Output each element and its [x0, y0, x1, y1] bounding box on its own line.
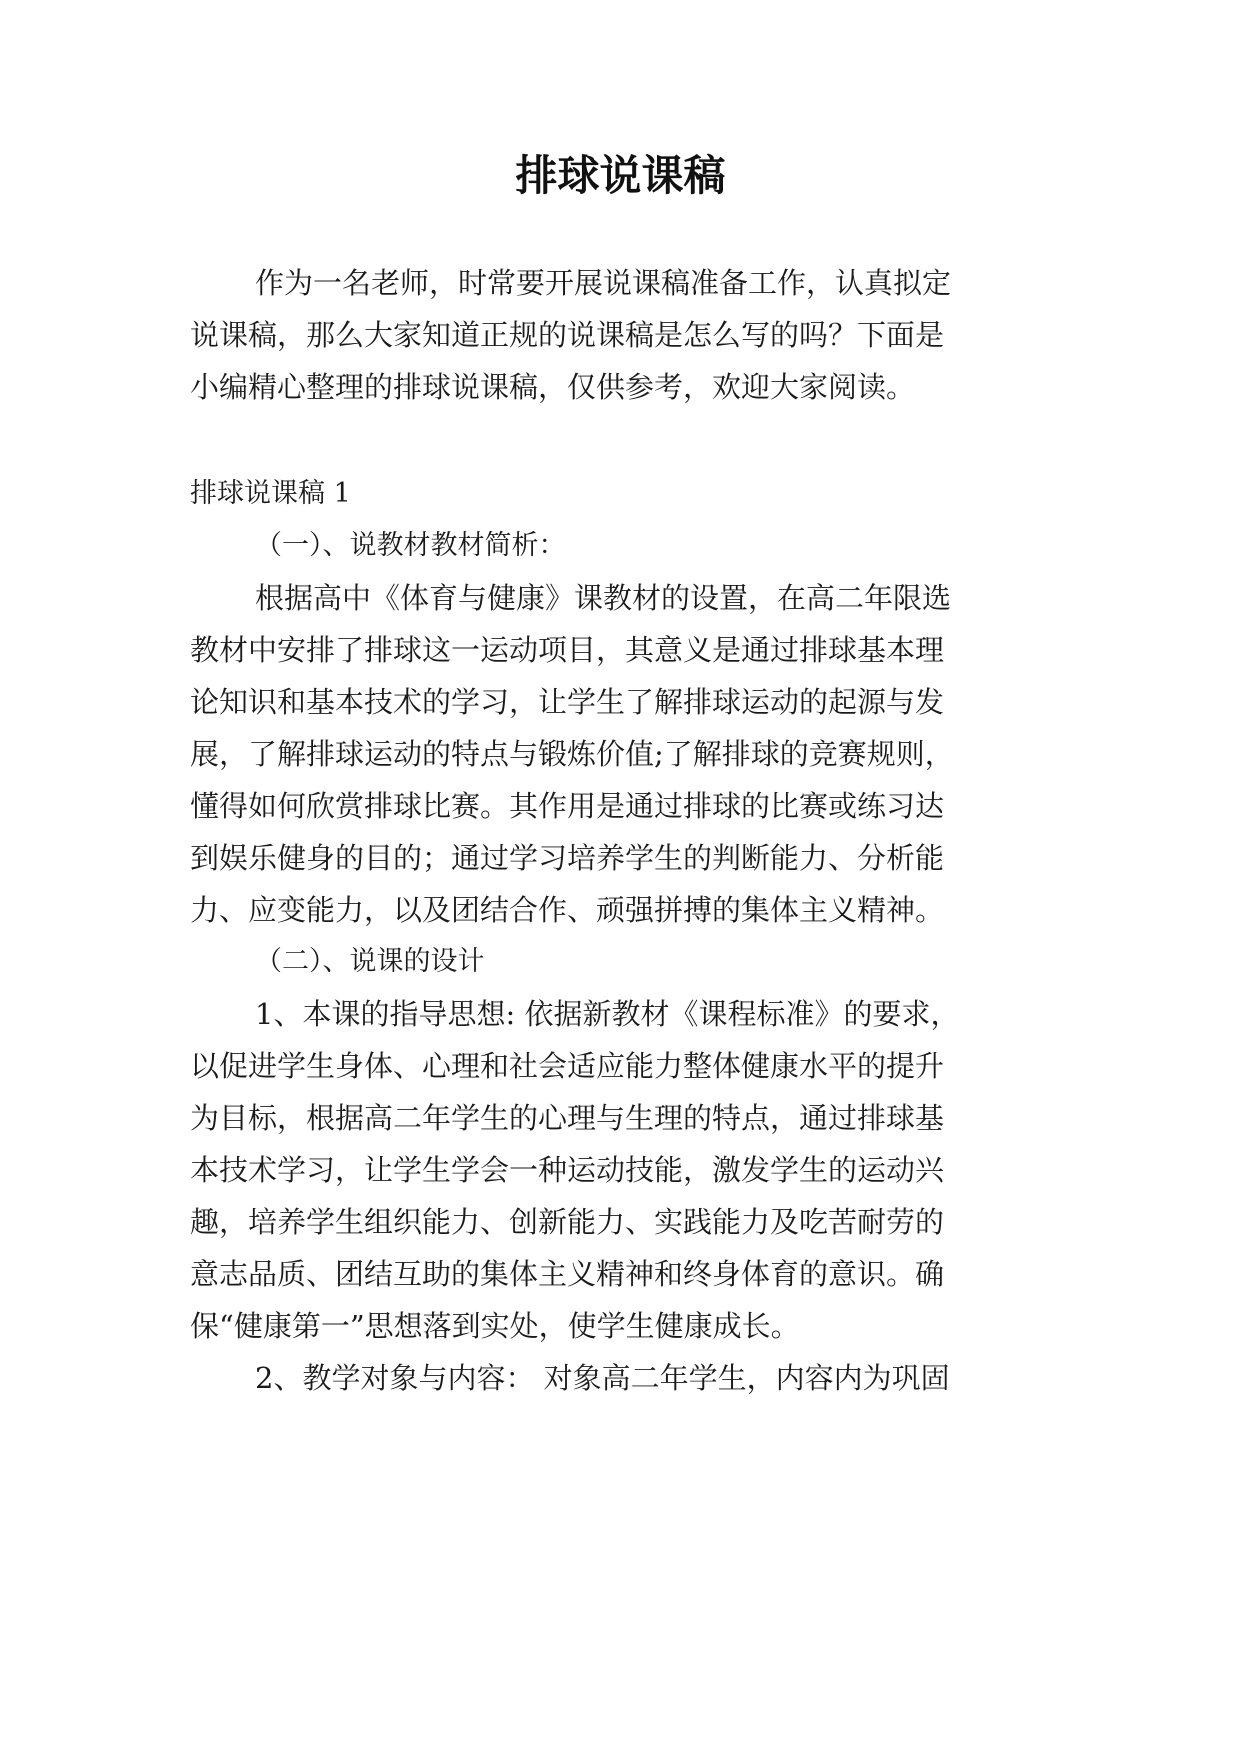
subheading-2: （二）、说课的设计	[255, 946, 485, 977]
document-title: 排球说课稿	[515, 151, 726, 200]
paragraph-2-line-3: 为目标，根据高二年学生的心理与生理的特点，通过排球基	[190, 1101, 945, 1135]
paragraph-1-line-2: 教材中安排了排球这一运动项目，其意义是通过排球基本理	[190, 633, 945, 667]
section-heading: 排球说课稿 1	[190, 478, 351, 509]
paragraph-2-line-4: 本技术学习，让学生学会一种运动技能，激发学生的运动兴	[190, 1153, 945, 1187]
paragraph-1-line-5: 懂得如何欣赏排球比赛。其作用是通过排球的比赛或练习达	[190, 789, 945, 823]
paragraph-1-line-7: 力、应变能力，以及团结合作、顽强拼搏的集体主义精神。	[190, 893, 945, 927]
intro-line-3: 小编精心整理的排球说课稿，仅供参考，欢迎大家阅读。	[190, 370, 916, 404]
intro-line-2: 说课稿，那么大家知道正规的说课稿是怎么写的吗？下面是	[190, 318, 945, 352]
intro-line-1: 作为一名老师，时常要开展说课稿准备工作，认真拟定	[255, 266, 952, 300]
subheading-1: （一）、说教材教材简析：	[255, 530, 566, 561]
paragraph-1-line-3: 论知识和基本技术的学习，让学生了解排球运动的起源与发	[190, 685, 945, 719]
paragraph-1-line-1: 根据高中《体育与健康》课教材的设置，在高二年限选	[255, 581, 952, 615]
paragraph-2-line-2: 以促进学生身体、心理和社会适应能力整体健康水平的提升	[190, 1049, 945, 1083]
paragraph-1-line-4: 展，了解排球运动的特点与锻炼价值;了解排球的竞赛规则，	[190, 737, 954, 771]
paragraph-3-line-1: 2、教学对象与内容： 对象高二年学生，内容内为巩固	[255, 1361, 950, 1395]
paragraph-2-line-7: 保“健康第一”思想落到实处，使学生健康成长。	[190, 1309, 800, 1343]
paragraph-1-line-6: 到娱乐健身的目的；通过学习培养学生的判断能力、分析能	[190, 841, 945, 875]
paragraph-2-line-6: 意志品质、团结互助的集体主义精神和终身体育的意识。确	[190, 1257, 945, 1291]
paragraph-2-line-1: 1、本课的指导思想: 依据新教材《课程标准》的要求，	[255, 997, 960, 1031]
paragraph-2-line-5: 趣，培养学生组织能力、创新能力、实践能力及吃苦耐劳的	[190, 1205, 945, 1239]
